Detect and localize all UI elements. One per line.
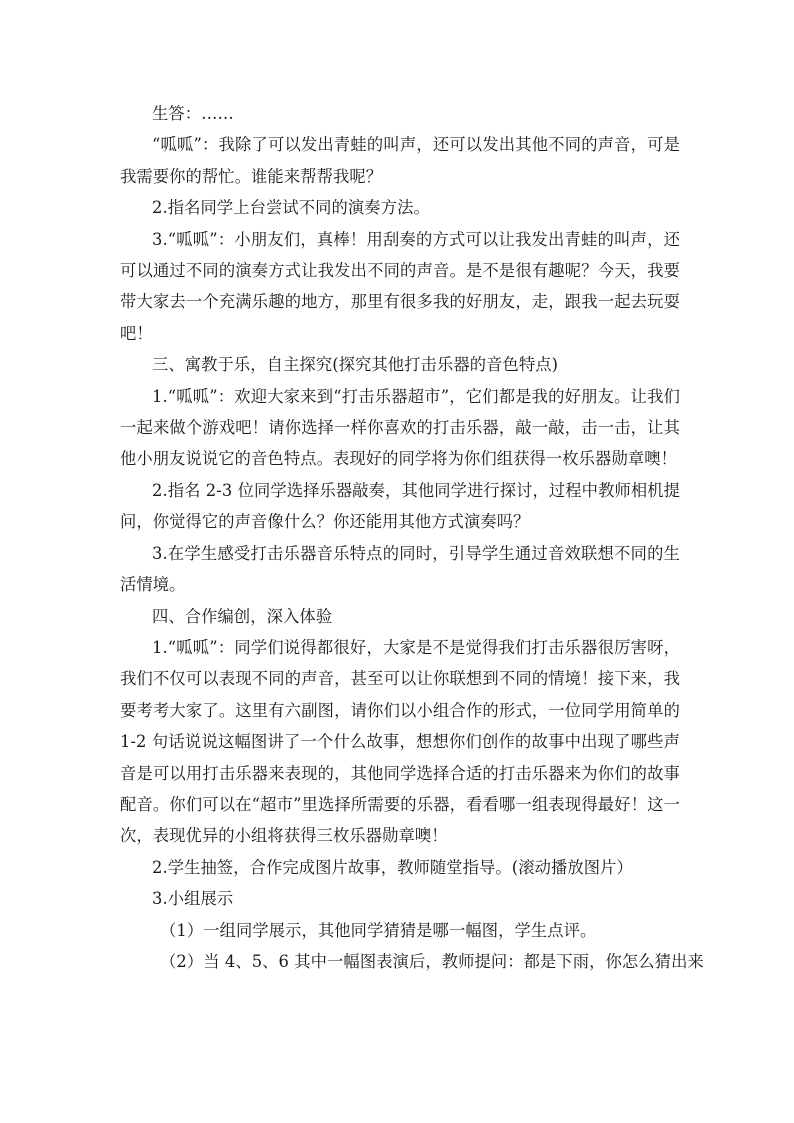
paragraph-step-2-draw: 2.学生抽签，合作完成图片故事，教师随堂指导。(滚动播放图片） <box>152 857 633 877</box>
paragraph-step-3-show: 3.小组展示 <box>152 889 234 909</box>
paragraph-step-2-play: 2.指名 2-3 位同学选择乐器敲奏，其他同学进行探讨，过程中教师相机提问，你觉得它的声音像什么？你还能用其他方式演奏吗？ <box>120 480 680 532</box>
paragraph-group-story: 1.“呱呱”：同学们说得都很好，大家是不是觉得我们打击乐器很厉害呀，我们不仅可以表现不同的声音，甚至可以让你联想到不同的情境！接下来，我要考考大家了。这里有六副图，请你们以小组合作的形式，一位同学用简单的 1-2 句话说说这幅图讲了一个什么故事，想想你们创作的故事中出现了哪些声音是可以用打击乐器来表现的，其他同学选择合适的打击乐器来为你们的故事配音。你们可以在“超市”里选择所需要的乐器，看看哪一组表现得最好！这一次，表现优异的小组将获得三枚乐器勋章噢！ <box>120 637 680 846</box>
paragraph-sub-1: （1）一组同学展示，其他同学猜猜是哪一幅图，学生点评。 <box>160 920 597 940</box>
paragraph-guagua-help: “呱呱”：我除了可以发出青蛙的叫声，还可以发出其他不同的声音，可是我需要你的帮忙。谁能来帮帮我呢？ <box>120 135 680 186</box>
paragraph-step-3-guagua: 3.“呱呱”：小朋友们，真棒！用刮奏的方式可以让我发出青蛙的叫声，还可以通过不同的演奏方式让我发出不同的声音。是不是很有趣呢？今天，我要带大家去一个充满乐趣的地方，那里有很多我的好朋友，走，跟我一起去玩耍吧！ <box>120 229 680 343</box>
document-body <box>120 98 704 977</box>
paragraph-sub-2: （2）当 4、5、6 其中一幅图表演后，教师提问：都是下雨，你怎么猜出来 <box>160 951 704 971</box>
paragraph-student-answer: 生答：…… <box>152 104 234 123</box>
paragraph-supermarket-game: 1.“呱呱”：欢迎大家来到“打击乐器超市”，它们都是我的好朋友。让我们一起来做个游戏吧！请你选择一样你喜欢的打击乐器，敲一敲，击一击，让其他小朋友说说它的音色特点。表现好的同学将为你们组获得一枚乐器勋章噢！ <box>120 386 680 469</box>
paragraph-step-3-context: 3.在学生感受打击乐器音乐特点的同时，引导学生通过音效联想不同的生活情境。 <box>120 543 680 595</box>
section-heading-4: 四、合作编创，深入体验 <box>152 606 333 626</box>
section-heading-3: 三、寓教于乐，自主探究(探究其他打击乐器的音色特点) <box>152 355 559 375</box>
paragraph-step-2-try: 2.指名同学上台尝试不同的演奏方法。 <box>152 198 430 218</box>
